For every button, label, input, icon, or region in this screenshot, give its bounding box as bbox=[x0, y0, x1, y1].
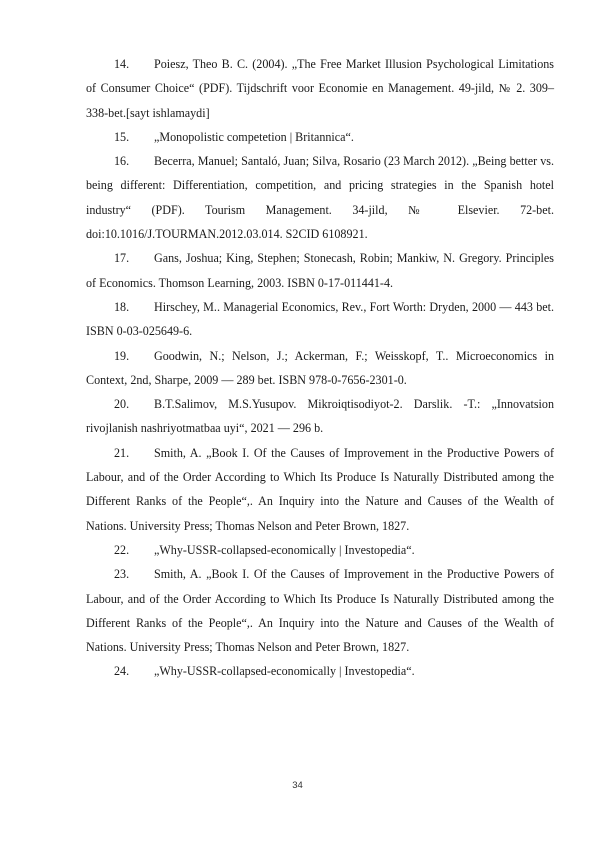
reference-number: 24. bbox=[114, 664, 130, 679]
reference-item bbox=[86, 562, 554, 659]
reference-item bbox=[86, 344, 554, 393]
reference-item bbox=[86, 392, 554, 441]
reference-text: Becerra, Manuel; Santaló, Juan; Silva, Rosario (23 March 2012). „Being better vs. being different: Differentiation, competition, and pricing strategies in the Spanish hotel industry“ (PDF). Tourism Management. 34-jild, № Elsevier. 72-bet. doi:10.1016/J.TOURMAN.2012.03.014. S2CID 6108921. bbox=[86, 154, 554, 242]
reference-number: 21. bbox=[114, 445, 130, 460]
reference-text: Smith, A. „Book I. Of the Causes of Improvement in the Productive Powers of Labour, and of the Order According to Which Its Produce Is Naturally Distributed among the Different Ranks of the People“,. An Inquiry into the Nature and Causes of the Wealth of Nations. University Press; Thomas Nelson and Peter Brown, 1827. bbox=[86, 445, 554, 533]
reference-item bbox=[86, 52, 554, 125]
page-number: 34 bbox=[292, 780, 303, 791]
reference-text: „Monopolistic competetion | Britannica“. bbox=[154, 129, 354, 144]
reference-number: 20. bbox=[114, 397, 130, 412]
reference-number: 19. bbox=[114, 348, 130, 363]
reference-list bbox=[86, 52, 554, 684]
reference-number: 15. bbox=[114, 129, 130, 144]
reference-item bbox=[86, 295, 554, 344]
reference-number: 17. bbox=[114, 251, 130, 266]
reference-number: 18. bbox=[114, 299, 130, 314]
reference-number: 14. bbox=[114, 57, 130, 71]
reference-item bbox=[86, 659, 554, 683]
reference-number: 16. bbox=[114, 154, 130, 169]
reference-item bbox=[86, 441, 554, 538]
reference-text: Gans, Joshua; King, Stephen; Stonecash, Robin; Mankiw, N. Gregory. Principles of Economics. Thomson Learning, 2003. ISBN 0-17-011441-4. bbox=[86, 251, 554, 290]
reference-text: B.T.Salimov, M.S.Yusupov. Mikroiqtisodiyot-2. Darslik. -T.: „Innovatsion rivojlanish nashriyotmatbaa uyi“, 2021 — 296 b. bbox=[86, 397, 554, 436]
reference-text: Smith, A. „Book I. Of the Causes of Improvement in the Productive Powers of Labour, and of the Order According to Which Its Produce Is Naturally Distributed among the Different Ranks of the People“,. An Inquiry into the Nature and Causes of the Wealth of Nations. University Press; Thomas Nelson and Peter Brown, 1827. bbox=[86, 567, 554, 655]
reference-item bbox=[86, 149, 554, 246]
reference-text: Hirschey, M.. Managerial Economics, Rev., Fort Worth: Dryden, 2000 — 443 bet. ISBN 0-03-025649-6. bbox=[86, 299, 554, 339]
reference-number: 22. bbox=[114, 542, 130, 557]
reference-item bbox=[86, 538, 554, 562]
reference-text: Poiesz, Theo B. C. (2004). „The Free Market Illusion Psychological Limitations of Consumer Choice“ (PDF). Tijdschrift voor Economie en Management. 49-jild, № 2. 309–338-bet.[sayt ishlamaydi] bbox=[86, 57, 554, 120]
reference-text: Goodwin, N.; Nelson, J.; Ackerman, F.; Weisskopf, T.. Microeconomics in Context, 2nd, Sharpe, 2009 — 289 bet. ISBN 978-0-7656-2301-0. bbox=[86, 348, 554, 387]
reference-text: „Why-USSR-collapsed-economically | Investopedia“. bbox=[154, 664, 415, 679]
reference-number: 23. bbox=[114, 567, 130, 582]
reference-item bbox=[86, 125, 554, 149]
reference-text: „Why-USSR-collapsed-economically | Investopedia“. bbox=[154, 542, 415, 557]
reference-item bbox=[86, 246, 554, 295]
